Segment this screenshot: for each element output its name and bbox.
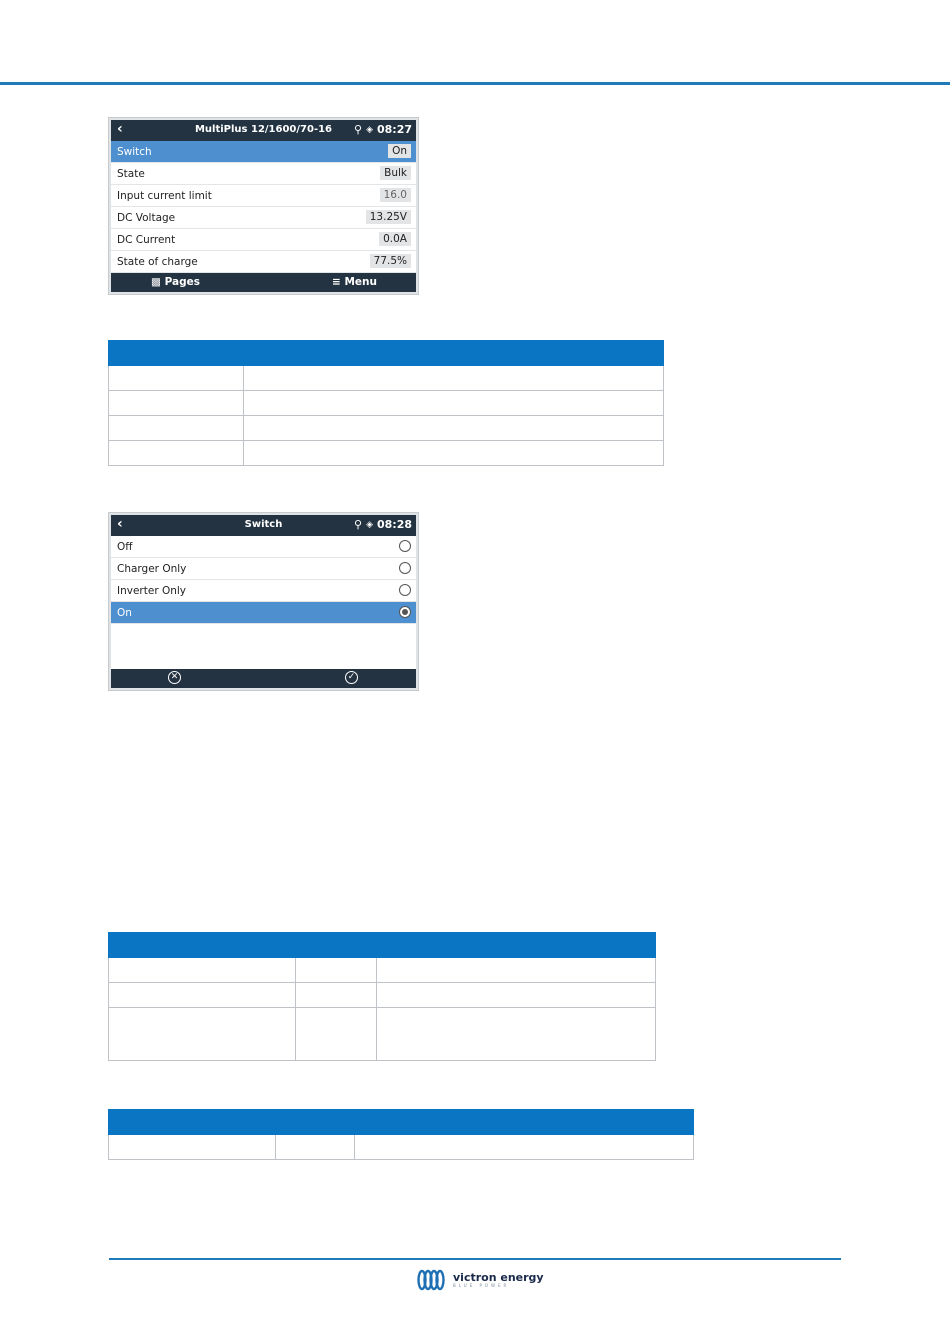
state-value: Bulk [380,166,411,180]
wifi-icon: ◈ [366,124,373,135]
location-icon: ⚲ [354,123,363,136]
list-item-input-current-limit[interactable]: Input current limit 16.0 [111,185,416,207]
victron-logo [414,1268,544,1292]
location-icon: ⚲ [354,518,363,531]
table-row [109,366,664,391]
switch-value: On [388,144,411,158]
table-row [109,441,664,466]
screen-footer [111,273,416,292]
option-inverter-only[interactable]: Inverter Only [111,580,416,602]
screen-title: MultiPlus 12/1600/70-16 [194,124,333,135]
screen-status-bar [111,515,416,536]
table-row [109,416,664,441]
table-row [109,391,664,416]
device-screen-overview [108,117,419,295]
brand-tagline: BLUE POWER [453,1283,510,1288]
brand-name: victron energy [453,1271,544,1284]
screen-footer [111,669,416,688]
option-on[interactable]: On [111,602,416,624]
clock-time: 08:28 [376,518,412,531]
input-current-limit-value: 16.0 [380,188,411,202]
list-item-state[interactable]: State Bulk [111,163,416,185]
doc-table-2 [108,932,656,1061]
list-item-dc-current[interactable]: DC Current 0.0A [111,229,416,251]
screen-status-bar [111,120,416,141]
confirm-icon[interactable]: ✓ [345,671,358,684]
footer-rule [109,1258,841,1260]
radio-selected-icon[interactable] [399,606,411,618]
pages-button[interactable]: ▩ Pages [151,276,200,288]
menu-button[interactable]: ≡ Menu [332,276,377,288]
cancel-icon[interactable]: ✕ [168,671,181,684]
victron-logo-icon [414,1268,450,1292]
dc-voltage-value: 13.25V [366,210,411,224]
doc-table-3 [108,1109,694,1160]
state-of-charge-value: 77.5% [370,254,411,268]
doc-table-1 [108,340,664,466]
header-rule [0,82,950,85]
back-icon[interactable]: ‹ [117,121,123,137]
table-row [109,1008,656,1061]
radio-icon[interactable] [399,540,411,552]
back-icon[interactable]: ‹ [117,516,123,532]
radio-icon[interactable] [399,584,411,596]
dc-current-value: 0.0A [379,232,411,246]
table-row [109,983,656,1008]
option-off[interactable]: Off [111,536,416,558]
table-row [109,1135,694,1160]
list-item-state-of-charge[interactable]: State of charge 77.5% [111,251,416,273]
radio-icon[interactable] [399,562,411,574]
clock-time: 08:27 [376,123,412,136]
list-item-switch[interactable]: Switch On [111,141,416,163]
wifi-icon: ◈ [366,519,373,530]
hamburger-icon: ≡ [332,276,341,288]
list-item-dc-voltage[interactable]: DC Voltage 13.25V [111,207,416,229]
option-charger-only[interactable]: Charger Only [111,558,416,580]
bar-chart-icon: ▩ [151,276,161,288]
screen-title: Switch [244,519,283,530]
device-screen-switch [108,512,419,691]
table-row [109,958,656,983]
